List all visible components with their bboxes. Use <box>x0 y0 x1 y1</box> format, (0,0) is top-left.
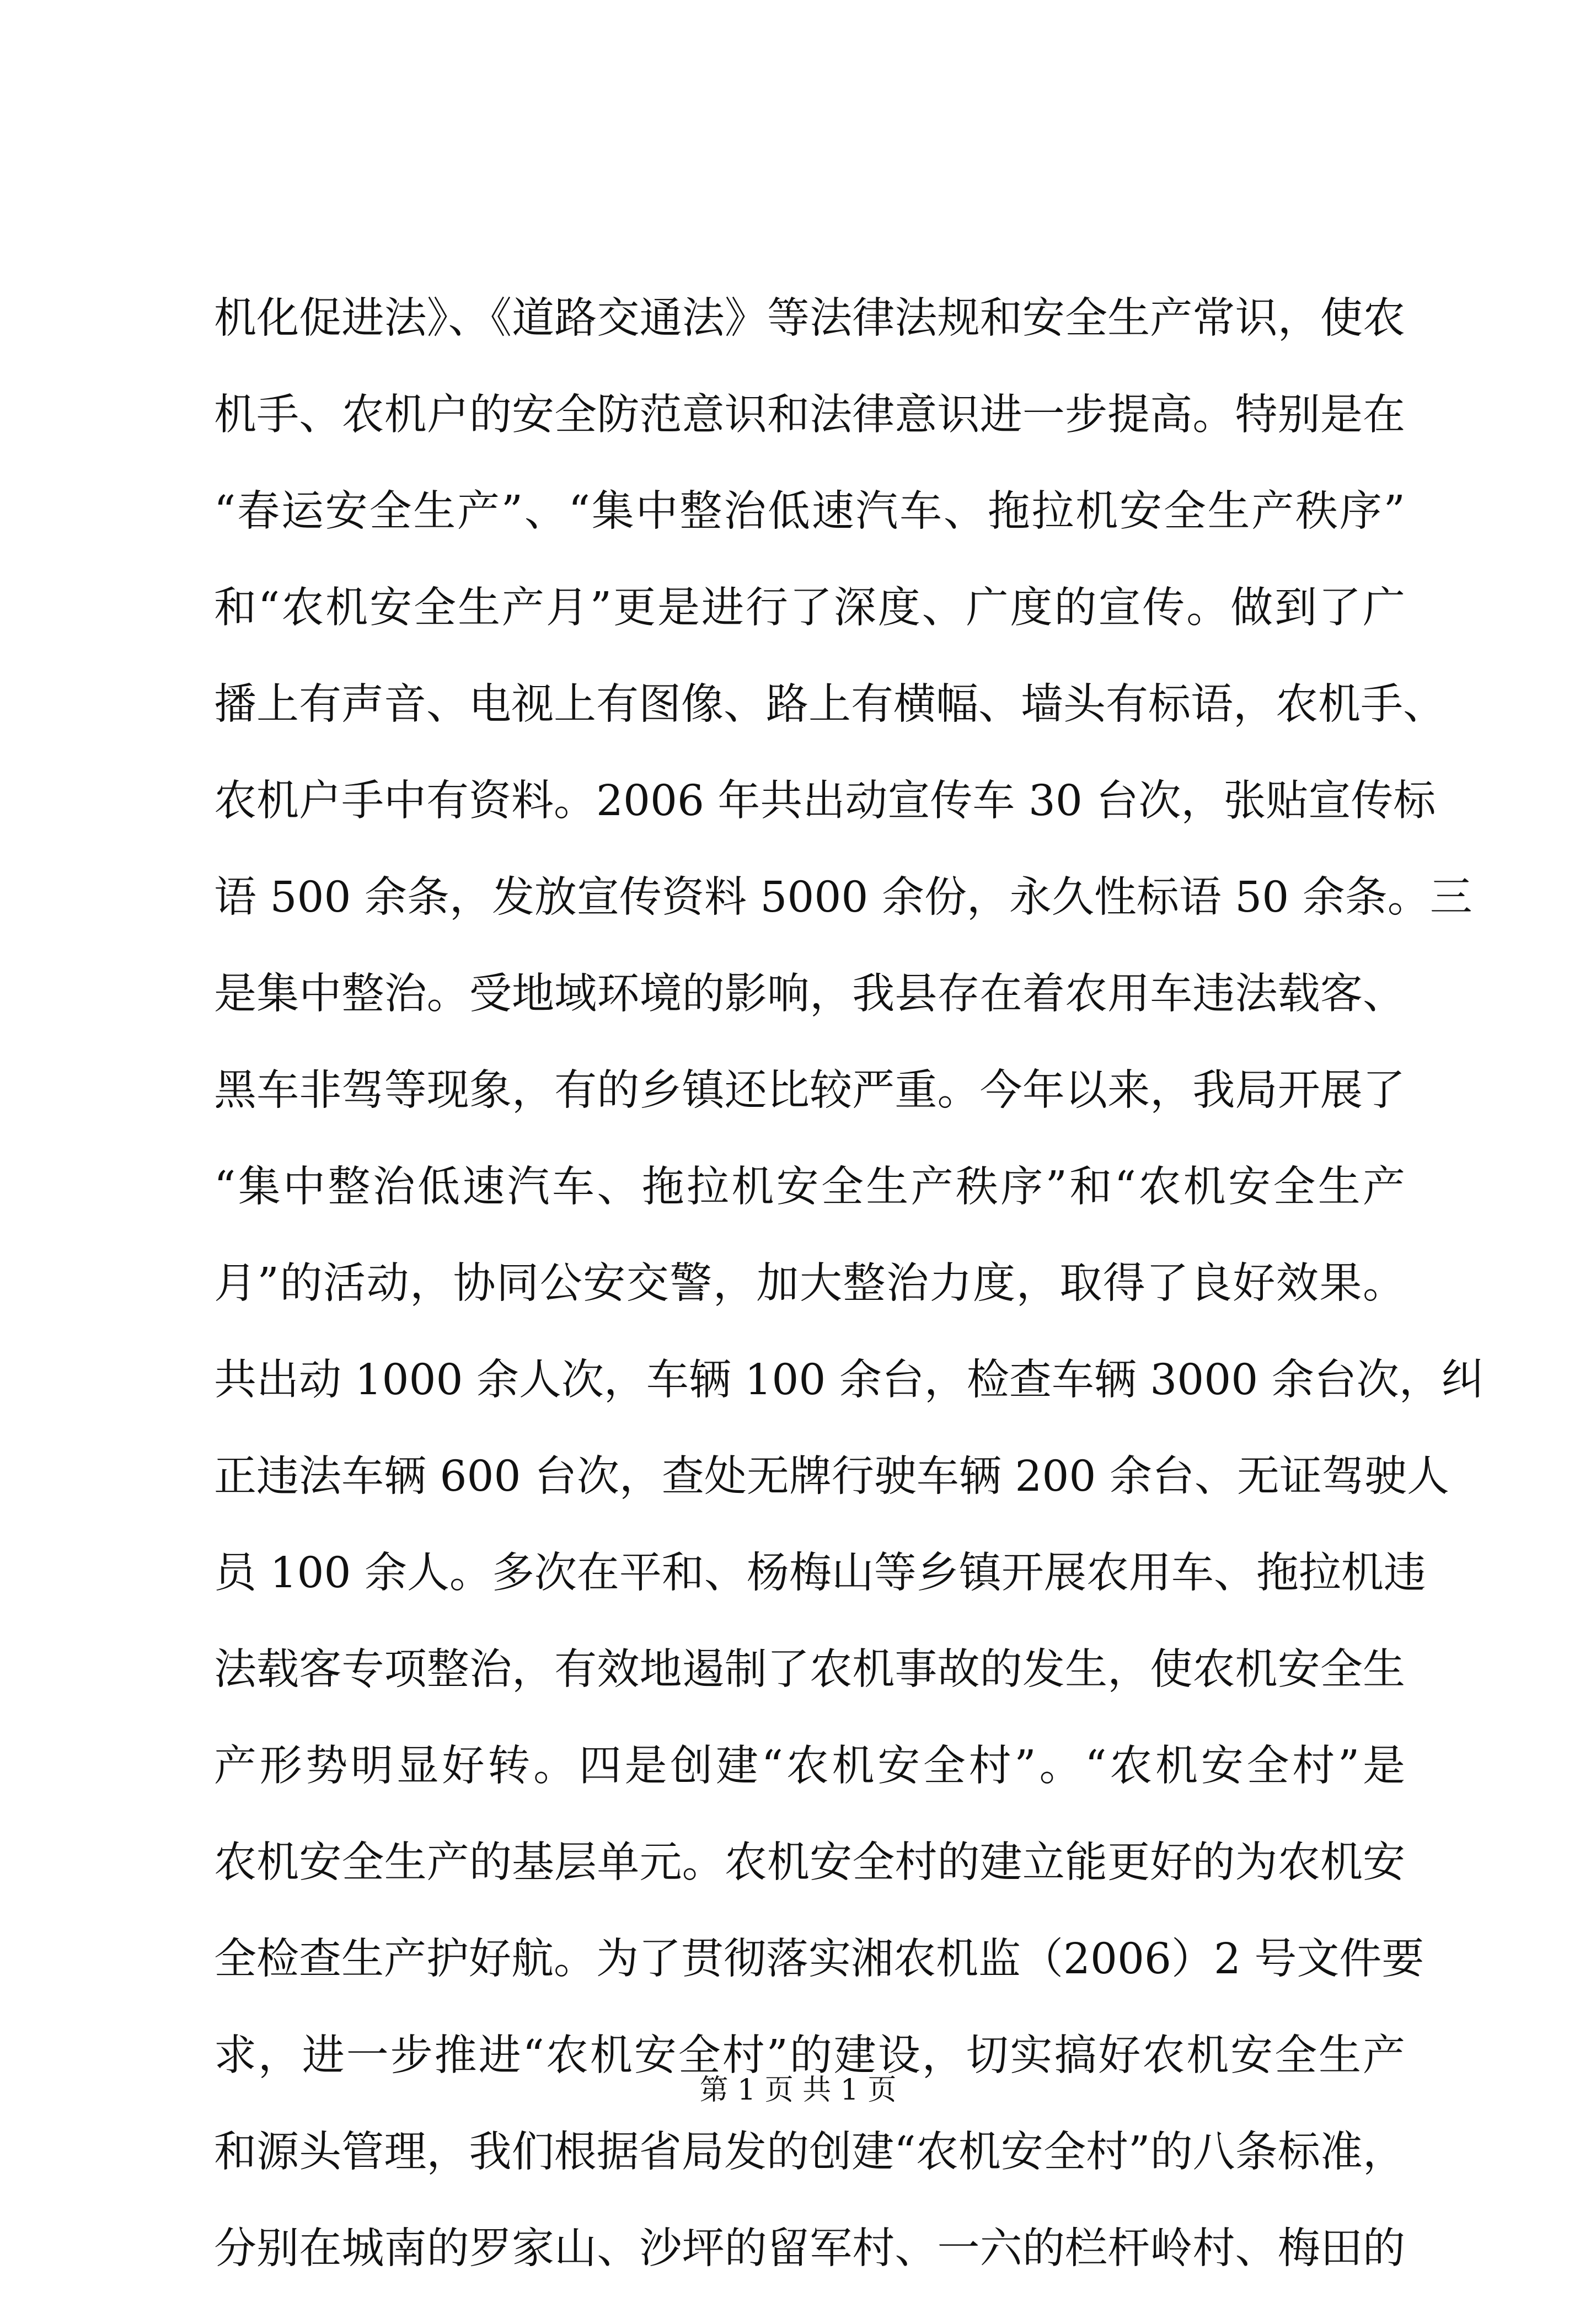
text-line: 农机安全生产的基层单元。农机安全村的建立能更好的为农机安 <box>214 1838 1405 1887</box>
page-footer <box>0 2071 1596 2109</box>
text-line: 正违法车辆 600 台次，查处无牌行驶车辆 200 余台、无证驾驶人 <box>214 1452 1449 1501</box>
text-line: 机化促进法》、《道路交通法》等法律法规和安全生产常识，使农 <box>214 294 1405 343</box>
text-line: 语 500 余条，发放宣传资料 5000 余份，永久性标语 50 余条。三 <box>214 873 1472 922</box>
text-line: 求，进一步推进“农机安全村”的建设，切实搞好农机安全生产 <box>214 2031 1405 2080</box>
text-line: 机手、农机户的安全防范意识和法律意识进一步提高。特别是在 <box>214 390 1405 440</box>
body-text <box>214 270 1484 2297</box>
text-line: 月”的活动，协同公安交警，加大整治力度，取得了良好效果。 <box>214 1259 1405 1308</box>
text-line: 农机户手中有资料。2006 年共出动宣传车 30 台次，张贴宣传标 <box>214 777 1436 826</box>
text-line: 法载客专项整治，有效地遏制了农机事故的发生，使农机安全生 <box>214 1645 1405 1694</box>
text-line: 是集中整治。受地域环境的影响，我县存在着农用车违法载客、 <box>214 970 1405 1019</box>
text-line: 和源头管理，我们根据省局发的创建“农机安全村”的八条标准， <box>214 2128 1405 2177</box>
text-line: 和“农机安全生产月”更是进行了深度、广度的宣传。做到了广 <box>214 583 1405 633</box>
text-line: 黑车非驾等现象，有的乡镇还比较严重。今年以来，我局开展了 <box>214 1066 1405 1115</box>
text-line: 分别在城南的罗家山、沙坪的留军村、一六的栏杆岭村、梅田的 <box>214 2224 1405 2273</box>
text-line: 全检查生产护好航。为了贯彻落实湘农机监（2006）2 号文件要 <box>214 1935 1424 1984</box>
text-line: 员 100 余人。多次在平和、杨梅山等乡镇开展农用车、拖拉机违 <box>214 1549 1426 1598</box>
text-line: 产形势明显好转。四是创建“农机安全村”。“农机安全村”是 <box>214 1742 1405 1791</box>
text-line: 共出动 1000 余人次，车辆 100 余台，检查车辆 3000 余台次，纠 <box>214 1356 1484 1405</box>
text-line: 播上有声音、电视上有图像、路上有横幅、墙头有标语，农机手、 <box>214 680 1445 729</box>
page-number-label: 第 1 页 共 1 页 <box>699 2074 897 2107</box>
text-line: “集中整治低速汽车、拖拉机安全生产秩序”和“农机安全生产 <box>214 1163 1405 1212</box>
text-line: “春运安全生产”、“集中整治低速汽车、拖拉机安全生产秩序” <box>214 487 1405 536</box>
